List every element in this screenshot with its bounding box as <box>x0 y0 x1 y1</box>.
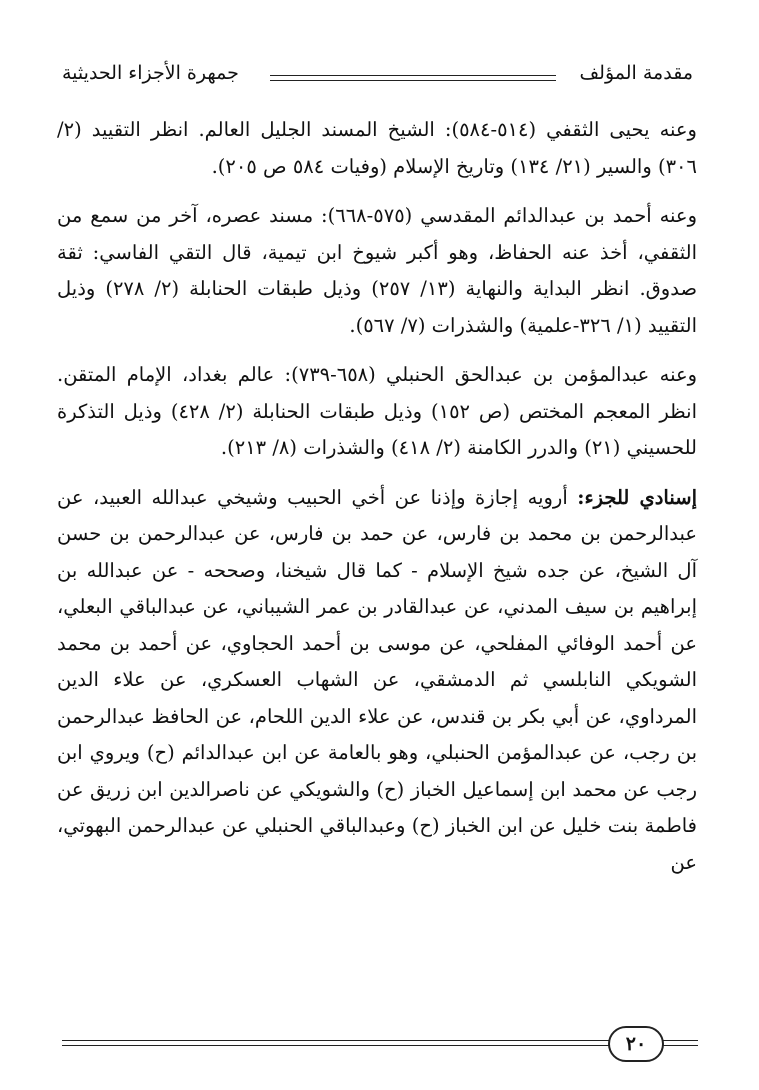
paragraph-text: وعنه عبدالمؤمن بن عبدالحق الحنبلي (٦٥٨-٧٣٩): عالم بغداد، الإمام المتقن. انظر المعجم المختص (ص ١٥٢) وذيل طبقات الحنابلة (٢/ ٤٢٨) وذيل التذكرة للحسيني (٢١) والدرر الكامنة (٢/ ٤١٨) والشذرات (٨/ ٢١٣). <box>57 363 697 459</box>
paragraph <box>57 198 697 344</box>
paragraph-text: وعنه يحيى الثقفي (٥١٤-٥٨٤): الشيخ المسند الجليل العالم. انظر التقييد (٢/ ٣٠٦) والسير (٢١/ ١٣٤) وتاريخ الإسلام (وفيات ٥٨٤ ص ٢٠٥). <box>57 118 697 178</box>
paragraph-lead: إسنادي للجزء: <box>577 485 697 509</box>
header-rule <box>270 80 556 81</box>
header-rule <box>270 75 556 76</box>
paragraph <box>57 480 697 882</box>
paragraph <box>57 112 697 185</box>
footer-rule <box>62 1045 612 1046</box>
paragraph-text: وعنه أحمد بن عبدالدائم المقدسي (٥٧٥-٦٦٨): مسند عصره، آخر من سمع من الثقفي، أخذ عنه الحفاظ، وهو أكبر شيوخ ابن تيمية، قال التقي الفاسي: ثقة صدوق. انظر البداية والنهاية (١٣/ ٢٥٧) وذيل طبقات الحنابلة (٢/ ٢٧٨) وذيل التقييد (١/ ٣٢٦-علمية) والشذرات (٧/ ٥٦٧). <box>57 204 698 337</box>
footer-rule <box>62 1040 612 1041</box>
page-number: ٢٠ <box>608 1026 664 1062</box>
book-title: جمهرة الأجزاء الحديثية <box>62 62 239 84</box>
body-text <box>57 112 697 881</box>
paragraph-text: أرويه إجازة وإذنا عن أخي الحبيب وشيخي عبدالله العبيد، عن عبدالرحمن بن محمد بن فارس، عن حمد بن فارس، عن عبدالرحمن بن حسن آل الشيخ، عن جده شيخ الإسلام - كما قال شيخنا، وصححه - عن عبدالله بن إبراهيم بن سيف المدني، عن عبدالقادر بن عمر الشيباني، عن عبدالباقي البعلي، عن أحمد الوفائي المفلحي، عن موسى بن أحمد الحجاوي، عن أحمد بن محمد الشويكي النابلسي ثم الدمشقي، عن الشهاب العسكري، عن علاء الدين المرداوي، عن أبي بكر بن قندس، عن علاء الدين اللحام، عن الحافظ عبدالرحمن بن رجب، عن عبدالمؤمن الحنبلي، وهو بالعامة عن ابن عبدالدائم (ح) ويروي ابن رجب عن محمد ابن إسماعيل الخباز (ح) والشويكي عن ناصرالدين ابن زريق عن فاطمة بنت خليل عن ابن الخباز (ح) وعبدالباقي الحنبلي عن عبدالرحمن البهوتي، عن <box>57 485 697 874</box>
chapter-title: مقدمة المؤلف <box>579 62 693 84</box>
paragraph <box>57 357 697 467</box>
